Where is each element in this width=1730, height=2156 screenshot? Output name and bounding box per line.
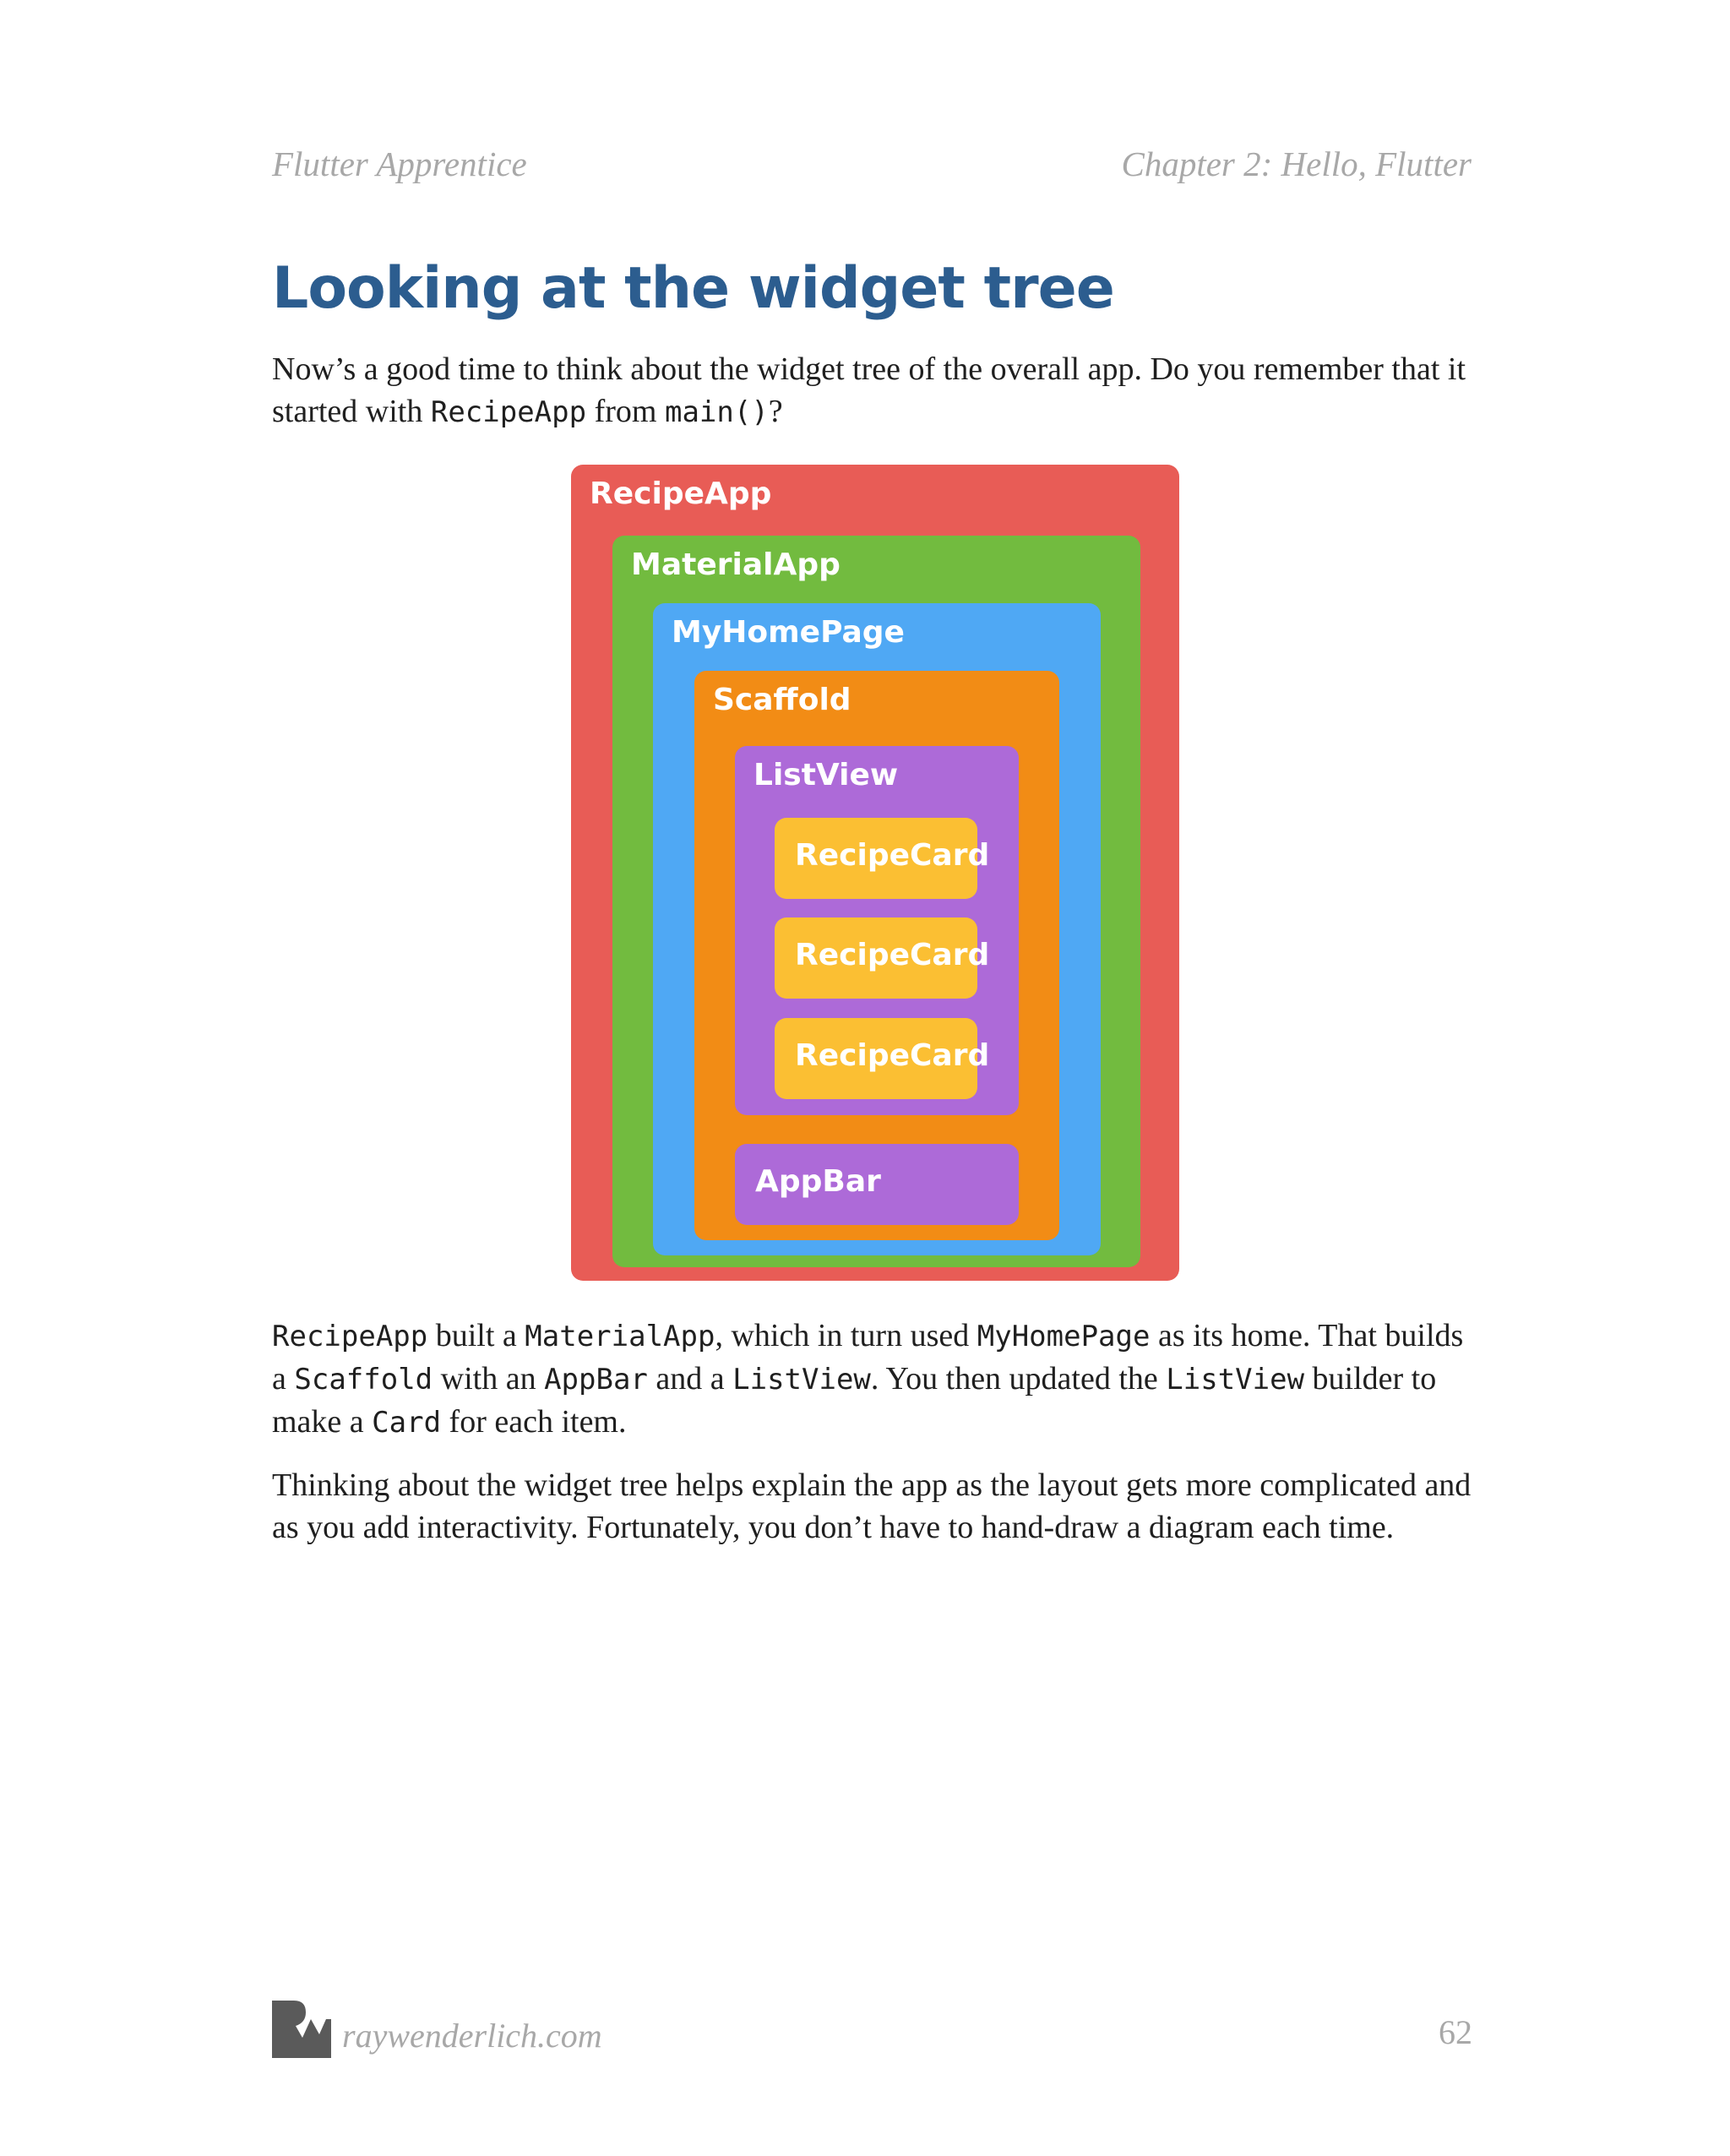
code-scaffold: Scaffold [294,1363,433,1396]
explanation-text: with an [432,1361,545,1396]
intro-text-3: ? [768,394,783,429]
intro-text-2: from [586,394,665,429]
explanation-text: builder to make a [272,1361,1437,1440]
book-title: Flutter Apprentice [272,144,527,183]
intro-paragraph [272,348,1480,433]
section-title: Looking at the widget tree [272,255,1114,322]
code-listview: ListView [1166,1363,1305,1396]
code-card: Card [372,1406,442,1440]
code-materialapp: MaterialApp [525,1320,715,1353]
materialapp-label: MaterialApp [631,547,841,582]
code-main: main() [664,395,769,429]
scaffold-label: Scaffold [713,683,851,717]
appbar-label: AppBar [755,1164,881,1199]
explanation-text: . You then updated the [870,1361,1167,1396]
code-recipeapp: RecipeApp [430,395,587,429]
chapter-title: Chapter 2: Hello, Flutter [1121,144,1472,183]
running-header [272,144,1472,186]
code-listview: ListView [732,1363,871,1396]
recipecard-label-1: RecipeCard [795,838,990,873]
myhomepage-label: MyHomePage [672,615,905,650]
raywenderlich-logo-icon [272,2001,331,2058]
closing-paragraph: Thinking about the widget tree helps explain the app as the layout gets more complicated and as you add interactivity. Fortunately, you don’t have to hand-draw a diagram each time. [272,1467,1472,1545]
recipecard-label-3: RecipeCard [795,1038,990,1073]
recipeapp-label: RecipeApp [590,476,772,511]
explanation-text: built a [427,1318,525,1353]
explanation-paragraph [272,1315,1480,1444]
listview-label: ListView [753,758,899,792]
recipecard-box-2 [775,917,990,999]
explanation-text: and a [647,1361,733,1396]
code-appbar: AppBar [544,1363,648,1396]
explanation-text: as its home. That builds a [272,1318,1464,1396]
recipecard-box-3 [775,1018,990,1099]
footer-site[interactable]: raywenderlich.com [342,2017,602,2055]
recipecard-box-1 [775,818,990,899]
explanation-text: , which in turn used [715,1318,977,1353]
explanation-text: for each item. [441,1404,627,1440]
page-number: 62 [1439,2013,1472,2051]
appbar-box [735,1144,1019,1225]
code-recipeapp: RecipeApp [272,1320,428,1353]
code-myhomepage: MyHomePage [977,1320,1151,1353]
recipecard-label-2: RecipeCard [795,938,990,972]
intro-text-1: Now’s a good time to think about the widget tree of the overall app. Do you remember that it started with [272,351,1466,429]
